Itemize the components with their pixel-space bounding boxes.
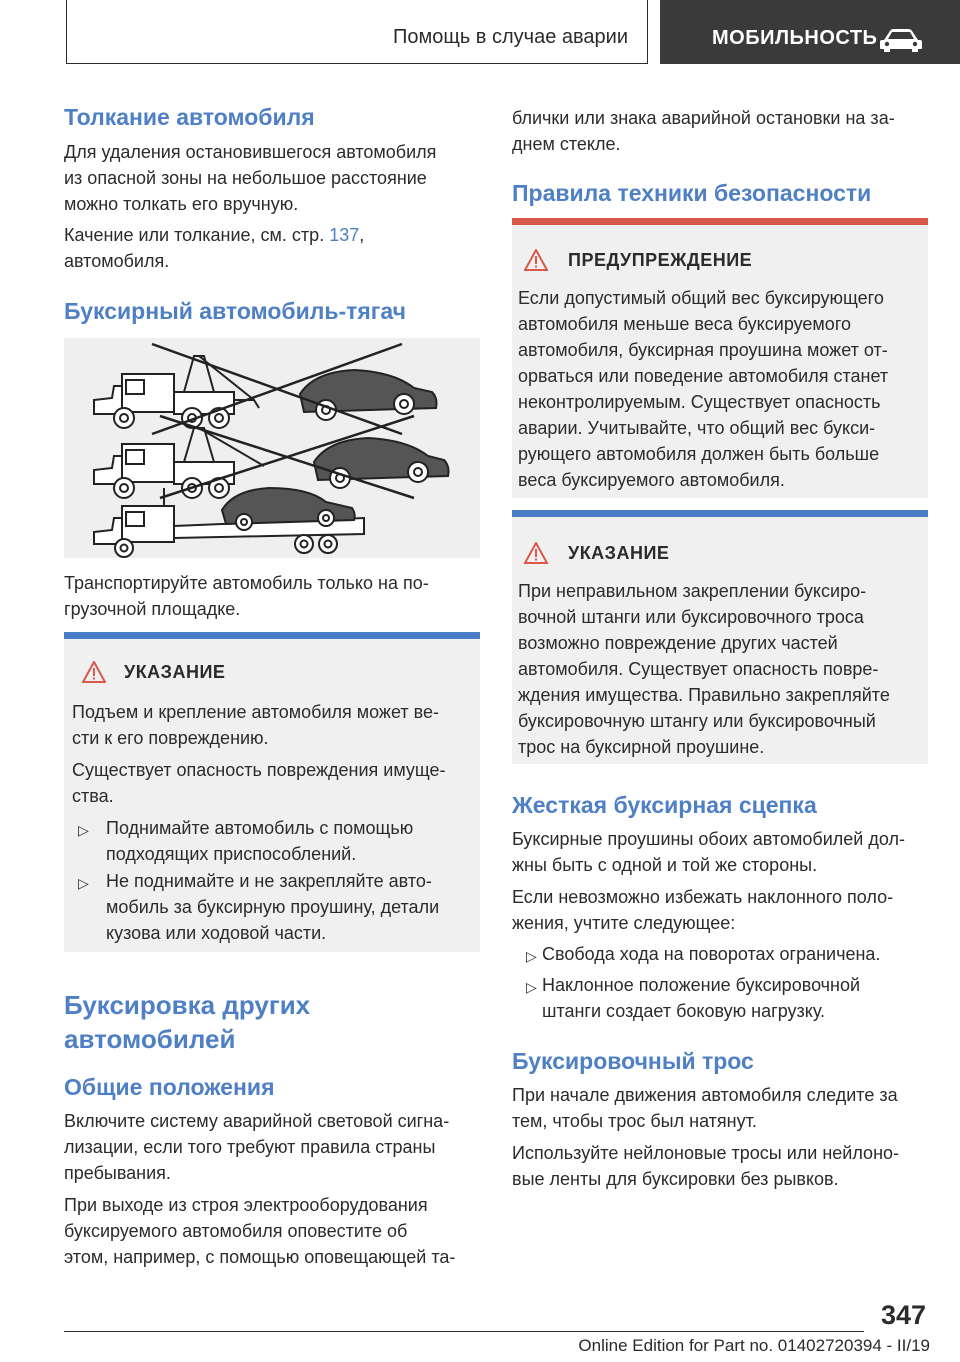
notice-title-row	[524, 542, 669, 564]
text-line: Включите систему аварийной световой сигна‐	[64, 1111, 450, 1131]
text-line: Поднимайте автомобиль с помощью	[106, 818, 414, 838]
text-line: вые ленты для буксировки без рывков.	[512, 1169, 839, 1189]
text-line: Наклонное положение буксировочной	[542, 975, 861, 995]
rigid-towing-heading: Жесткая буксирная сцепка	[512, 792, 817, 818]
text-line: Для удаления остановившегося автомобиля	[64, 142, 437, 162]
text-line: Подъем и крепление автомобиля может ве‐	[72, 702, 439, 722]
continued-paragraph	[512, 105, 895, 157]
bullet-triangle-icon: ▷	[78, 875, 89, 891]
general-paragraph-2	[64, 1192, 455, 1270]
text-line: мобиль за буксирную проушину, детали	[106, 897, 440, 917]
bullet-triangle-icon: ▷	[526, 948, 537, 964]
text-line	[64, 222, 364, 248]
text-line: блички или знака аварийной остановки на за‐	[512, 108, 895, 128]
warning-triangle-icon	[524, 542, 548, 564]
text-line: из опасной зоны на небольшое расстояние	[64, 168, 427, 188]
notice-bullet-1	[106, 815, 413, 867]
text-line: автомобиля, буксирная проушина может от‐	[518, 340, 888, 360]
text-line: грузочной площадке.	[64, 599, 241, 619]
notice-box-left	[64, 632, 480, 952]
truck-row-1	[94, 344, 437, 434]
rigid-paragraph-1	[512, 826, 905, 878]
tow-truck-illustration	[64, 338, 480, 558]
text-fragment: Качение или толкание, см. стр.	[64, 225, 330, 245]
text-line: кузова или ходовой части.	[106, 923, 327, 943]
warning-triangle-icon	[524, 249, 548, 271]
warning-text	[518, 285, 888, 493]
warning-title-row	[524, 249, 752, 271]
bullet-triangle-icon: ▷	[526, 979, 537, 995]
general-paragraph-1	[64, 1108, 449, 1186]
pushing-paragraph-1	[64, 139, 436, 217]
header-section-title: Помощь в случае аварии	[393, 26, 628, 48]
text-line: Используйте нейлоновые тросы или нейлоно‐	[512, 1143, 900, 1163]
notice-title-row	[82, 661, 225, 683]
warning-title: ПРЕДУПРЕЖДЕНИЕ	[568, 249, 753, 270]
text-line: подходящих приспособлений.	[106, 844, 357, 864]
warning-triangle-icon	[82, 661, 106, 683]
text-line: этом, например, с помощью оповещающей та‐	[64, 1247, 456, 1267]
text-line: буксировочную штангу или буксировочный	[518, 711, 876, 731]
text-line: Не поднимайте и не закрепляйте авто‐	[106, 871, 432, 891]
truck-row-3	[94, 488, 364, 557]
car-icon	[878, 26, 924, 54]
text-line: орваться или поведение автомобиля станет	[518, 366, 889, 386]
rope-paragraph-2	[512, 1140, 899, 1192]
page-reference-link[interactable]: 137	[329, 225, 360, 245]
safety-heading: Правила техники безопасности	[512, 180, 872, 206]
text-line: автомобиля меньше веса буксируемого	[518, 314, 851, 334]
notice-bullet-2	[106, 868, 439, 946]
figure-caption	[64, 570, 429, 622]
notice-paragraph-2	[72, 757, 446, 809]
text-line: веса буксируемого автомобиля.	[518, 470, 785, 490]
text-fragment: ,	[359, 225, 365, 245]
pushing-heading: Толкание автомобиля	[64, 104, 315, 130]
text-line: аварии. Учитывайте, что общий вес букси‐	[518, 418, 876, 438]
text-line: жения, учтите следующее:	[512, 913, 736, 933]
text-line: трос на буксирной проушине.	[518, 737, 765, 757]
warning-box	[512, 218, 928, 498]
text-line: Транспортируйте автомобиль только на по‐	[64, 573, 429, 593]
text-line: Если допустимый общий вес буксирующего	[518, 288, 884, 308]
tow-truck-heading: Буксирный автомобиль-тягач	[64, 298, 406, 324]
text-line: При выходе из строя электрооборудования	[64, 1195, 428, 1215]
text-line: Существует опасность повреждения имуще‐	[72, 760, 446, 780]
text-line: автомобиля. Существует опасность повре‐	[518, 659, 879, 679]
text-line: возможно повреждение других частей	[518, 633, 838, 653]
text-line: сти к его повреждению.	[72, 728, 269, 748]
page-number: 347	[880, 1300, 926, 1330]
text-line: тем, чтобы трос был натянут.	[512, 1111, 757, 1131]
general-heading: Общие положения	[64, 1074, 275, 1100]
towing-heading	[64, 988, 310, 1056]
text-line: При неправильном закреплении буксиро‐	[518, 581, 867, 601]
text-line: неконтролируемым. Существует опасность	[518, 392, 881, 412]
header-chapter-title: МОБИЛЬНОСТЬ	[712, 27, 878, 49]
notice-title: УКАЗАНИЕ	[124, 661, 226, 682]
text-line: Свобода хода на поворотах ограничена.	[542, 944, 881, 964]
text-line: рующего автомобиля должен быть больше	[518, 444, 880, 464]
notice-box-right	[512, 510, 928, 764]
text-line: можно толкать его вручную.	[64, 194, 299, 214]
truck-row-2	[94, 416, 449, 498]
text-line: ства.	[72, 786, 114, 806]
footer-divider	[64, 1331, 864, 1332]
edition-note: Online Edition for Part no. 01402720394 - II/19	[578, 1336, 930, 1355]
rigid-bullet-1	[542, 941, 880, 967]
notice-paragraph-1	[72, 699, 439, 751]
text-line: штанги создает боковую нагрузку.	[542, 1001, 826, 1021]
rigid-paragraph-2	[512, 884, 893, 936]
text-line: При начале движения автомобиля следите за	[512, 1085, 898, 1105]
rigid-bullet-2	[542, 972, 860, 1024]
text-line: лизации, если того требуют правила страны	[64, 1137, 436, 1157]
text-line: Буксирные проушины обоих автомобилей дол‐	[512, 829, 905, 849]
tow-rope-heading: Буксировочный трос	[512, 1048, 754, 1074]
text-line: Если невозможно избежать наклонного поло‐	[512, 887, 894, 907]
text-line: ждения имущества. Правильно закрепляйте	[518, 685, 890, 705]
pushing-paragraph-2	[64, 222, 364, 274]
text-line: вочной штанги или буксировочного троса	[518, 607, 864, 627]
text-line: Буксировка других	[64, 990, 311, 1020]
notice-title: УКАЗАНИЕ	[568, 542, 670, 563]
rope-paragraph-1	[512, 1082, 898, 1134]
text-line: автомобилей	[64, 1024, 236, 1054]
text-line: буксируемого автомобиля оповестите об	[64, 1221, 408, 1241]
bullet-triangle-icon: ▷	[78, 822, 89, 838]
text-line: автомобиля.	[64, 251, 170, 271]
tow-truck-figure	[64, 338, 480, 558]
text-line: днем стекле.	[512, 134, 621, 154]
text-line: пребывания.	[64, 1163, 171, 1183]
text-line: жны быть с одной и той же стороны.	[512, 855, 818, 875]
notice-text	[518, 578, 890, 760]
